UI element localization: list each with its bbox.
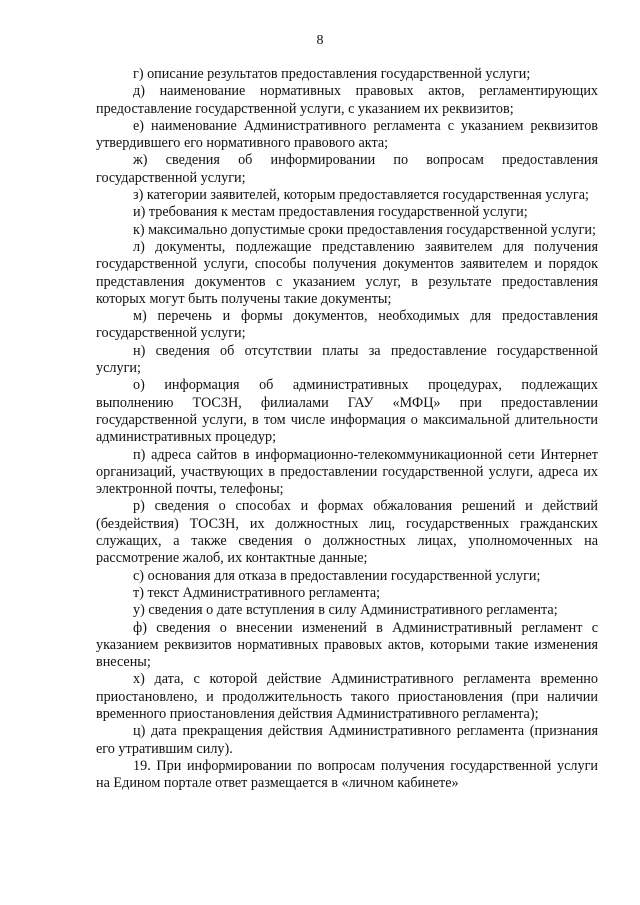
list-item-u: у) сведения о дате вступления в силу Административного регламента; (133, 602, 558, 619)
list-item-i: и) требования к местам предоставления государственной услуги; (133, 204, 528, 221)
paragraph-19: 19. При информировании по вопросам получения государственной услуги на Едином портале ответ размещается в «личном кабинете» (96, 757, 598, 792)
list-item-k: к) максимально допустимые сроки предоставления государственной услуги; (133, 221, 596, 238)
list-item-f: ф) сведения о внесении изменений в Административный регламент с указанием реквизитов нормативных правовых актов, которыми такие изменения внесены; (96, 619, 598, 671)
list-item-o: о) информация об административных процедурах, подлежащих выполнению ТОСЗН, филиалами ГАУ «МФЦ» при предоставлении государственной услуги, в том числе информация о максимальной длительности административных процедур; (96, 377, 598, 446)
document-body (96, 66, 598, 792)
list-item-d: д) наименование нормативных правовых актов, регламентирующих предоставление государственной услуги, с указанием их реквизитов; (96, 83, 598, 117)
list-item-l: л) документы, подлежащие представлению заявителем для получения государственной услуги, способы получения документов заявителем и порядок представления документов с указанием услуг, в результате предоставления которых могут быть получены такие документы; (96, 238, 598, 307)
list-item-g: г) описание результатов предоставления государственной услуги; (133, 66, 531, 82)
list-item-s: с) основания для отказа в предоставлении государственной услуги; (133, 567, 541, 584)
list-item-zh: ж) сведения об информировании по вопросам предоставления государственной услуги; (96, 152, 598, 186)
list-item-n: н) сведения об отсутствии платы за предоставление государственной услуги; (96, 342, 598, 377)
list-item-e: е) наименование Административного регламента с указанием реквизитов утвердившего его нормативного правового акта; (96, 117, 598, 152)
page-number: 8 (316, 33, 324, 48)
list-item-ts: ц) дата прекращения действия Административного регламента (признания его утратившим силу). (96, 723, 598, 757)
list-item-m: м) перечень и формы документов, необходимых для предоставления государственной услуги; (96, 308, 598, 342)
list-item-kh: х) дата, с которой действие Административного регламента временно приостановлено, и продолжительность такого приостановления (при наличии временного приостановления действия Административного регламента); (96, 671, 598, 722)
list-item-z: з) категории заявителей, которым предоставляется государственная услуга; (133, 187, 589, 204)
list-item-p: п) адреса сайтов в информационно-телекоммуникационной сети Интернет организаций, участвующих в предоставлении государственной услуги, адреса их электронной почты, телефоны; (96, 446, 598, 498)
list-item-t: т) текст Административного регламента; (133, 584, 381, 601)
list-item-r: р) сведения о способах и формах обжалования решений и действий (бездействия) ТОСЗН, их должностных лиц, государственных гражданских служащих, а также сведения о должностных лицах, уполномоченных на рассмотрение жалоб, их контактные данные; (96, 498, 598, 567)
